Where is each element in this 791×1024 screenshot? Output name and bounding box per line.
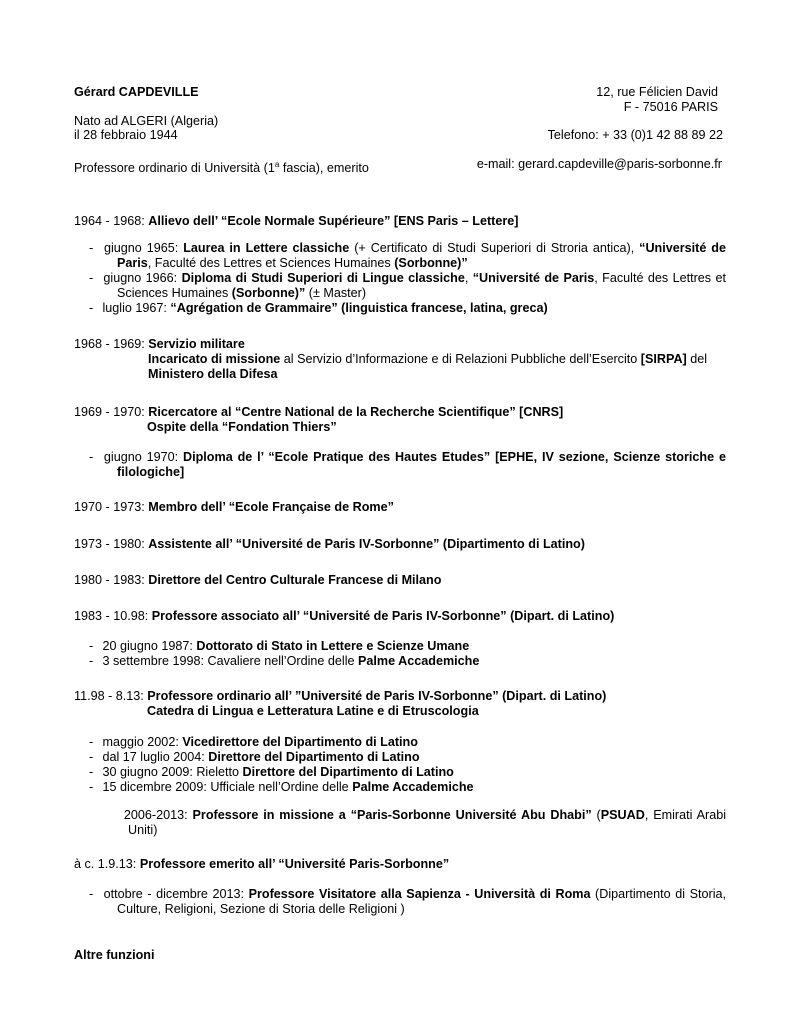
list-item: - dal 17 luglio 2004: Direttore del Dipartimento di Latino [89, 750, 420, 764]
birth-place: Nato ad ALGERI (Algeria) [74, 114, 219, 128]
section-heading: 1964 - 1968: Allievo dell’ “Ecole Normale Supérieure” [ENS Paris – Lettere] [74, 214, 519, 228]
list-item: - giugno 1966: Diploma di Studi Superiori di Lingue classiche, “Université de Paris, Faculté des Lettres et Sciences Humaines (Sorbonne)” (± Master) [89, 271, 727, 300]
list-item: - luglio 1967: “Agrégation de Grammaire” (linguistica francese, latina, greca) [89, 301, 548, 315]
section-heading: à c. 1.9.13: Professore emerito all’ “Université Paris-Sorbonne” [74, 857, 450, 871]
section-1983-1998 [74, 609, 726, 669]
academic-role: Professore ordinario di Università (1$^a$ fascia), emerito [74, 160, 369, 176]
birth-date: il 28 febbraio 1944 [74, 128, 178, 142]
email: e-mail: gerard.capdeville@paris-sorbonne.fr [476, 157, 722, 171]
list-item: - 20 giugno 1987: Dottorato di Stato in Lettere e Scienze Umane [89, 639, 470, 653]
address-line-2: F - 75016 PARIS [623, 100, 718, 114]
list-item: - maggio 2002: Vicedirettore del Dipartimento di Latino [89, 735, 418, 749]
section-1980-1983: 1980 - 1983: Direttore del Centro Culturale Francese di Milano [74, 573, 442, 587]
section-line: Ministero della Difesa [148, 367, 278, 381]
section-1998-2013 [74, 689, 726, 838]
address-line-1: 12, rue Félicien David [596, 85, 718, 99]
section-1970-1973: 1970 - 1973: Membro dell’ “Ecole Française de Rome” [74, 500, 394, 514]
section-heading: 11.98 - 8.13: Professore ordinario all’ ”Université de Paris IV-Sorbonne” (Dipart. di Latino) [74, 689, 607, 703]
section-2013 [74, 857, 726, 917]
list-item: - ottobre - dicembre 2013: Professore Visitatore alla Sapienza - Università di Roma (Dipartimento di Storia, Culture, Religioni, Sezione di Storia delle Religioni ) [89, 887, 726, 916]
section-heading: 1968 - 1969: Servizio militare [74, 337, 245, 351]
section-heading: 1969 - 1970: Ricercatore al “Centre National de la Recherche Scientifique” [CNRS] [74, 405, 564, 419]
list-item: - giugno 1970: Diploma de l’ “Ecole Pratique des Hautes Etudes” [EPHE, IV sezione, Scienze storiche e filologiche] [89, 450, 726, 479]
section-1969-1970 [74, 405, 726, 480]
section-1964-1968 [74, 214, 726, 316]
list-item: - 3 settembre 1998: Cavaliere nell’Ordine delle Palme Accademiche [89, 654, 480, 668]
list-item: - 15 dicembre 2009: Ufficiale nell’Ordine delle Palme Accademiche [89, 780, 474, 794]
other-functions-heading: Altre funzioni [74, 948, 155, 962]
list-item: - 30 giugno 2009: Rieletto Direttore del Dipartimento di Latino [89, 765, 454, 779]
mission-item: 2006-2013: Professore in missione a “Paris-Sorbonne Université Abu Dhabi” (PSUAD, Emirati Arabi Uniti) [123, 808, 727, 837]
section-line: Catedra di Lingua e Letteratura Latine e di Etruscologia [147, 704, 479, 718]
section-1973-1980: 1973 - 1980: Assistente all’ “Université de Paris IV-Sorbonne” (Dipartimento di Latino) [74, 537, 585, 551]
section-1968-1969 [74, 337, 726, 382]
phone: Telefono: + 33 (0)1 42 88 89 22 [547, 128, 723, 142]
list-item: - giugno 1965: Laurea in Lettere classiche (+ Certificato di Studi Superiori di Stroria antica), “Université de Paris, Faculté des Lettres et Sciences Humaines (Sorbonne)” [89, 241, 726, 270]
section-line: Incaricato di missione al Servizio d’Informazione e di Relazioni Pubbliche dell’Esercito [SIRPA] del [148, 352, 708, 366]
person-name: Gérard CAPDEVILLE [74, 85, 199, 99]
section-line: Ospite della “Fondation Thiers” [147, 420, 337, 434]
section-heading: 1983 - 10.98: Professore associato all’ “Université de Paris IV-Sorbonne” (Dipart. di Latino) [74, 609, 615, 623]
